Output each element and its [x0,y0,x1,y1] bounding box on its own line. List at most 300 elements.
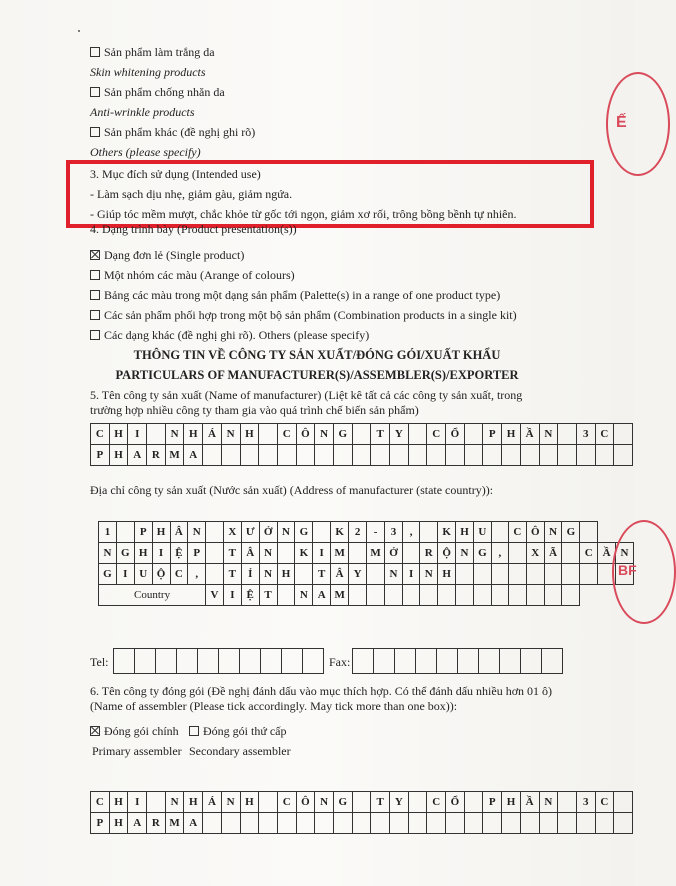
grid-cell[interactable] [520,813,539,834]
grid-cell[interactable] [295,564,313,585]
grid-cell[interactable] [614,445,633,466]
grid-cell[interactable] [456,564,474,585]
grid-cell[interactable]: A [313,585,331,606]
grid-cell[interactable]: T [223,543,241,564]
grid-cell[interactable]: R [147,813,166,834]
grid-cell[interactable]: G [116,543,134,564]
grid-cell[interactable] [221,813,240,834]
grid-cell[interactable]: M [331,543,349,564]
grid-cell[interactable] [416,649,437,674]
grid-cell[interactable] [259,445,278,466]
grid-cell[interactable]: P [483,792,502,813]
grid-row [91,424,633,445]
grid-cell[interactable]: N [615,543,633,564]
grid-cell[interactable]: N [277,522,295,543]
grid-cell[interactable]: R [420,543,438,564]
grid-cell[interactable] [277,445,296,466]
grid-cell[interactable]: N [221,792,240,813]
grid-cell[interactable] [116,522,134,543]
grid-cell[interactable]: C [277,792,296,813]
fax-grid[interactable] [352,648,563,674]
grid-cell[interactable] [576,813,595,834]
label-others-en: Others (please specify) [90,145,201,159]
grid-cell[interactable]: Á [203,424,222,445]
grid-cell[interactable]: 2 [349,522,367,543]
grid-cell[interactable] [558,445,577,466]
grid-cell[interactable]: N [539,792,558,813]
grid-cell[interactable] [456,585,474,606]
grid-cell[interactable] [479,649,500,674]
grid-cell[interactable] [446,813,465,834]
grid-cell[interactable] [408,792,427,813]
grid-cell[interactable]: H [456,522,474,543]
presentation-title: 4. Dạng trình bày (Product presentation(s)) [90,222,297,236]
grid-cell[interactable] [544,564,562,585]
grid-cell[interactable]: Â [241,543,259,564]
grid-cell[interactable] [526,564,544,585]
grid-cell[interactable]: Â [331,564,349,585]
checkbox-icon[interactable] [90,330,100,340]
grid-cell[interactable] [353,649,374,674]
grid-cell[interactable] [408,445,427,466]
grid-cell[interactable]: H [240,792,259,813]
checkbox-whitening[interactable]: Sản phẩm làm trắng da [90,45,215,59]
grid-cell[interactable]: M [331,585,349,606]
label-whitening-en: Skin whitening products [90,65,206,79]
grid-cell[interactable] [277,813,296,834]
red-stamp-bottom: BF [612,520,676,624]
address-label: Địa chỉ công ty sản xuất (Nước sản xuất) (Address of manufacturer (state country)): [90,483,494,497]
grid-cell[interactable]: Ở [259,522,277,543]
grid-cell[interactable]: Ô [526,522,544,543]
grid-cell[interactable] [349,543,367,564]
grid-cell[interactable]: R [147,445,166,466]
grid-cell[interactable]: M [367,543,385,564]
grid-cell[interactable] [206,522,224,543]
grid-cell[interactable]: P [134,522,152,543]
grid-cell[interactable] [374,649,395,674]
manufacturer-label-2: trường hợp nhiều công ty tham gia vào quá trình chế biến sản phẩm) [90,403,419,417]
grid-cell[interactable]: N [165,424,184,445]
grid-cell[interactable] [198,649,219,674]
grid-cell[interactable]: H [184,792,203,813]
grid-cell[interactable] [277,585,295,606]
grid-cell[interactable] [427,445,446,466]
checkbox-primary[interactable]: Đóng gói chính [90,724,179,738]
grid-cell[interactable]: Ầ [520,424,539,445]
grid-cell[interactable]: - [367,522,385,543]
grid-cell[interactable] [282,649,303,674]
grid-cell[interactable] [395,649,416,674]
grid-cell[interactable] [156,649,177,674]
grid-cell[interactable] [390,813,409,834]
grid-cell[interactable]: M [165,445,184,466]
grid-cell[interactable]: P [91,445,110,466]
grid-cell[interactable] [502,813,521,834]
grid-cell[interactable] [483,813,502,834]
grid-cell[interactable] [473,564,491,585]
grid-cell[interactable]: G [473,543,491,564]
grid-cell[interactable]: M [165,813,184,834]
label-antiwrinkle-en: Anti-wrinkle products [90,105,195,119]
grid-cell[interactable] [558,792,577,813]
grid-cell[interactable]: K [295,543,313,564]
grid-cell[interactable]: C [91,424,110,445]
grid-cell[interactable]: A [184,813,203,834]
grid-row [91,813,633,834]
grid-cell[interactable]: K [331,522,349,543]
grid-cell[interactable] [352,424,371,445]
grid-cell[interactable]: H [109,424,128,445]
grid-cell[interactable] [315,813,334,834]
grid-cell[interactable] [508,543,526,564]
grid-cell[interactable] [203,445,222,466]
grid-cell[interactable] [206,564,224,585]
grid-cell[interactable]: Ổ [446,424,465,445]
grid-cell[interactable]: N [315,424,334,445]
grid-cell[interactable] [385,585,403,606]
grid-row [99,564,634,585]
checkbox-icon[interactable] [90,310,100,320]
grid-cell[interactable]: C [427,424,446,445]
checked-box-icon[interactable] [90,250,100,260]
grid-cell[interactable]: Ỉ [241,564,259,585]
grid-cell[interactable]: X [526,543,544,564]
checkbox-antiwrinkle[interactable]: Sản phẩm chống nhăn da [90,85,225,99]
grid-cell[interactable]: G [333,792,352,813]
grid-cell[interactable]: G [99,564,117,585]
grid-cell[interactable] [135,649,156,674]
checkbox-icon[interactable] [189,726,199,736]
grid-cell[interactable] [240,649,261,674]
checkbox-icon[interactable] [90,290,100,300]
grid-cell[interactable] [390,445,409,466]
grid-cell[interactable]: N [420,564,438,585]
checkbox-secondary[interactable]: Đóng gói thứ cấp [189,724,287,738]
grid-cell[interactable] [333,445,352,466]
grid-cell[interactable] [614,792,633,813]
grid-cell[interactable]: N [295,585,313,606]
speck [78,30,80,32]
grid-cell[interactable] [221,445,240,466]
grid-cell[interactable] [367,585,385,606]
tel-label: Tel: [90,655,109,669]
grid-cell[interactable] [259,813,278,834]
grid-cell[interactable]: I [223,585,241,606]
checkbox-others[interactable]: Sản phẩm khác (đề nghị ghi rõ) [90,125,255,139]
grid-cell[interactable] [562,564,580,585]
highlight-box [66,160,594,228]
grid-cell[interactable]: Ổ [446,792,465,813]
grid-cell[interactable]: T [259,585,277,606]
grid-cell[interactable] [315,445,334,466]
grid-cell[interactable]: H [109,792,128,813]
grid-cell[interactable] [277,543,295,564]
checkbox-icon[interactable] [90,47,100,57]
grid-cell[interactable] [408,813,427,834]
grid-cell[interactable]: , [491,543,508,564]
grid-cell[interactable]: I [402,564,419,585]
grid-cell[interactable]: H [184,424,203,445]
grid-cell[interactable]: H [134,543,152,564]
grid-cell[interactable]: T [223,564,241,585]
grid-row [91,792,633,813]
section-heading-en: PARTICULARS OF MANUFACTURER(S)/ASSEMBLER(S)/EXPORTER [115,368,519,382]
grid-cell[interactable]: Ộ [438,543,456,564]
grid-cell[interactable]: C [427,792,446,813]
grid-cell[interactable] [259,792,278,813]
grid-cell[interactable] [542,649,563,674]
grid-cell[interactable] [240,813,259,834]
grid-cell[interactable]: Ô [296,424,315,445]
grid-cell[interactable]: I [128,424,147,445]
grid-cell[interactable]: T [371,424,390,445]
grid-cell[interactable]: H [277,564,295,585]
grid-cell[interactable]: , [402,522,419,543]
checkbox-other-forms[interactable]: Các dạng khác (đề nghị ghi rõ). Others (please specify) [90,328,369,342]
grid-cell[interactable]: I [116,564,134,585]
grid-cell[interactable]: , [188,564,206,585]
grid-cell[interactable] [261,649,282,674]
grid-cell[interactable]: A [184,445,203,466]
grid-cell[interactable]: T [313,564,331,585]
grid-cell[interactable]: N [221,424,240,445]
grid-cell[interactable]: N [188,522,206,543]
grid-cell[interactable]: Ầ [598,543,616,564]
grid-cell[interactable] [595,445,614,466]
grid-cell[interactable] [473,585,491,606]
grid-cell[interactable] [614,813,633,834]
grid-cell[interactable] [464,813,483,834]
grid-cell[interactable]: C [595,424,614,445]
fax-label: Fax: [329,655,351,669]
grid-cell[interactable]: Ầ [520,792,539,813]
grid-cell[interactable] [371,445,390,466]
grid-cell[interactable]: T [371,792,390,813]
grid-cell[interactable] [544,585,562,606]
grid-cell[interactable] [114,649,135,674]
grid-cell[interactable] [427,813,446,834]
grid-cell[interactable] [438,585,456,606]
grid-cell[interactable]: Ộ [152,564,170,585]
grid-cell[interactable]: N [456,543,474,564]
grid-cell[interactable]: N [99,543,117,564]
grid-cell[interactable] [203,813,222,834]
grid-cell[interactable] [502,445,521,466]
grid-row [91,445,633,466]
checked-box-icon[interactable] [90,726,100,736]
grid-cell[interactable]: Ệ [241,585,259,606]
grid-cell[interactable] [177,649,198,674]
grid-cell[interactable] [562,543,580,564]
section-heading-vi: THÔNG TIN VỀ CÔNG TY SẢN XUẤT/ĐÓNG GÓI/XUẤT KHẨU [133,348,501,362]
grid-cell[interactable]: A [128,445,147,466]
grid-cell[interactable]: U [473,522,491,543]
checkbox-palette[interactable]: Bảng các màu trong một dạng sản phẩm (Palette(s) in a range of one product type) [90,288,500,302]
grid-cell[interactable]: N [539,424,558,445]
grid-cell[interactable] [491,585,508,606]
grid-cell[interactable]: H [240,424,259,445]
grid-cell[interactable]: P [91,813,110,834]
grid-cell[interactable]: N [385,564,403,585]
grid-cell[interactable] [352,792,371,813]
grid-cell[interactable]: Â [170,522,188,543]
grid-cell[interactable]: Y [349,564,367,585]
grid-cell[interactable]: A [128,813,147,834]
address-grid[interactable] [98,521,634,606]
grid-cell[interactable]: N [315,792,334,813]
grid-cell[interactable] [508,585,526,606]
grid-cell[interactable]: C [508,522,526,543]
grid-cell[interactable]: H [109,445,128,466]
grid-row [99,522,634,543]
grid-cell[interactable] [508,564,526,585]
grid-cell[interactable] [420,522,438,543]
grid-cell[interactable]: Ã [544,543,562,564]
grid-cell[interactable]: G [562,522,580,543]
grid-cell[interactable] [408,424,427,445]
grid-cell[interactable] [521,649,542,674]
grid-cell[interactable]: C [277,424,296,445]
grid-cell[interactable] [520,445,539,466]
grid-cell[interactable]: Ở [385,543,403,564]
grid-cell[interactable]: H [502,792,521,813]
manufacturer-name-grid[interactable] [90,423,633,466]
grid-cell[interactable] [352,813,371,834]
checkbox-combination[interactable]: Các sản phẩm phối hợp trong một bộ sản phẩm (Combination products in a single kit) [90,308,517,322]
grid-cell[interactable] [402,585,419,606]
primary-assembler-en: Primary assembler [92,744,182,758]
grid-cell[interactable]: H [109,813,128,834]
grid-cell[interactable]: 1 [99,522,117,543]
grid-cell[interactable] [259,424,278,445]
assembler-name-grid[interactable] [90,791,633,834]
intended-use-title: 3. Mục đích sử dụng (Intended use) [90,167,261,181]
grid-cell[interactable]: N [165,792,184,813]
grid-cell[interactable]: 3 [576,424,595,445]
checkbox-range[interactable]: Một nhóm các màu (Arange of colours) [90,268,295,282]
checkbox-icon[interactable] [90,127,100,137]
grid-cell[interactable] [296,813,315,834]
grid-row [114,649,324,674]
grid-cell[interactable] [491,522,508,543]
grid-cell[interactable]: I [152,543,170,564]
grid-cell[interactable]: N [259,564,277,585]
secondary-assembler-en: Secondary assembler [189,744,291,758]
grid-cell[interactable] [576,445,595,466]
grid-cell[interactable] [219,649,240,674]
grid-cell[interactable]: G [333,424,352,445]
grid-cell[interactable]: Á [203,792,222,813]
grid-cell[interactable] [147,792,166,813]
grid-cell[interactable]: P [483,424,502,445]
grid-cell[interactable] [371,813,390,834]
grid-cell[interactable]: I [313,543,331,564]
grid-cell[interactable]: G [295,522,313,543]
grid-cell[interactable]: P [188,543,206,564]
grid-cell[interactable]: C [91,792,110,813]
grid-cell[interactable] [464,445,483,466]
grid-cell[interactable] [614,424,633,445]
grid-cell[interactable] [349,585,367,606]
grid-cell[interactable] [352,445,371,466]
grid-cell[interactable] [464,792,483,813]
grid-cell[interactable] [437,649,458,674]
red-stamp-top: Ế [606,72,670,176]
grid-cell[interactable] [500,649,521,674]
grid-cell[interactable]: H [152,522,170,543]
grid-cell[interactable]: C [580,543,598,564]
grid-cell[interactable]: 3 [576,792,595,813]
grid-cell[interactable] [420,585,438,606]
checkbox-icon[interactable] [90,87,100,97]
assembler-label-1: 6. Tên công ty đóng gói (Đề nghị đánh dấu vào mục thích hợp. Có thể đánh dấu nhiều hơn 01 ô) [90,684,553,698]
grid-cell[interactable]: N [544,522,562,543]
grid-cell[interactable]: C [170,564,188,585]
grid-cell[interactable] [539,813,558,834]
grid-cell[interactable] [313,522,331,543]
grid-cell[interactable] [303,649,324,674]
grid-cell[interactable]: H [502,424,521,445]
grid-cell[interactable] [491,564,508,585]
grid-cell[interactable]: K [438,522,456,543]
grid-cell[interactable]: Ô [296,792,315,813]
grid-cell[interactable] [558,424,577,445]
grid-row [353,649,563,674]
checkbox-icon[interactable] [90,270,100,280]
grid-cell[interactable] [333,813,352,834]
grid-cell[interactable]: Y [390,424,409,445]
grid-cell[interactable] [446,445,465,466]
grid-row [99,543,634,564]
grid-cell[interactable] [526,585,544,606]
grid-cell[interactable] [595,813,614,834]
grid-cell[interactable]: Ư [241,522,259,543]
manufacturer-label-1: 5. Tên công ty sản xuất (Name of manufacturer) (Liệt kê tất cả các công ty sản xuất, trong [90,388,523,402]
grid-cell[interactable] [464,424,483,445]
grid-cell[interactable]: U [134,564,152,585]
grid-cell[interactable] [367,564,385,585]
grid-cell[interactable] [580,564,598,585]
intended-use-line1: - Làm sạch dịu nhẹ, giảm gàu, giảm ngứa. [90,187,293,201]
grid-cell[interactable] [147,424,166,445]
grid-cell[interactable] [539,445,558,466]
assembler-label-2: (Name of assembler (Please tick accordingly. May tick more than one box)): [90,699,458,713]
grid-cell[interactable] [458,649,479,674]
grid-cell[interactable] [206,543,224,564]
grid-cell[interactable]: Y [390,792,409,813]
grid-cell[interactable] [562,585,580,606]
grid-cell[interactable]: H [438,564,456,585]
grid-cell[interactable] [580,522,598,543]
grid-cell[interactable] [296,445,315,466]
checkbox-single[interactable]: Dạng đơn lẻ (Single product) [90,248,244,262]
grid-cell[interactable] [483,445,502,466]
grid-cell[interactable] [558,813,577,834]
grid-cell[interactable]: I [128,792,147,813]
grid-cell[interactable]: V [206,585,224,606]
grid-cell[interactable]: 3 [385,522,403,543]
grid-cell[interactable] [402,543,419,564]
grid-row-country [99,585,634,606]
grid-cell[interactable]: X [223,522,241,543]
country-label: Country [99,585,206,606]
grid-cell[interactable]: C [595,792,614,813]
grid-cell[interactable] [240,445,259,466]
grid-cell[interactable]: N [259,543,277,564]
tel-grid[interactable] [113,648,324,674]
grid-cell[interactable]: Ệ [170,543,188,564]
